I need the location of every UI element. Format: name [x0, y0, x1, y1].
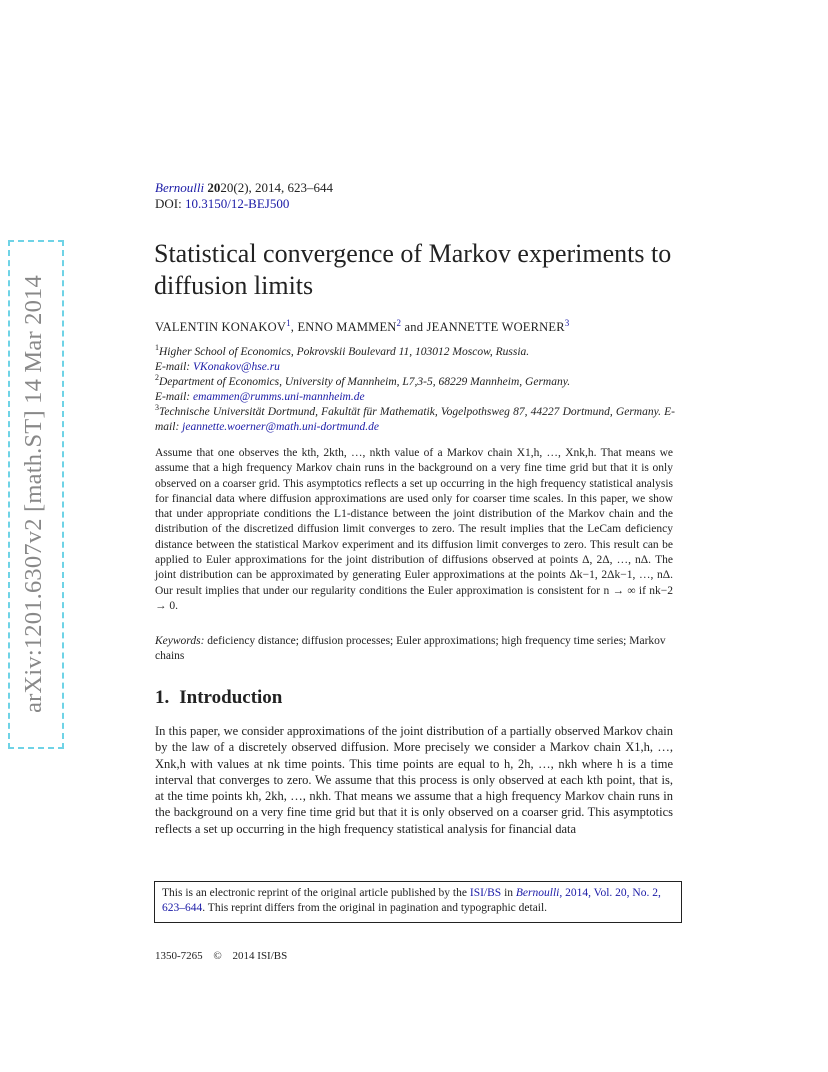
- email-link[interactable]: VKonakov@hse.ru: [193, 360, 280, 373]
- affil-text: Technische Universität Dortmund, Fakultät für Mathematik, Vogelpothsweg 87, 44227 Dortmund, Germany.: [159, 405, 661, 418]
- footer: [155, 949, 295, 963]
- section-heading: [155, 686, 282, 710]
- intro-paragraph: In this paper, we consider approximations of the joint distribution of a partially observed Markov chain by the law of a discretely observed diffusion. More precisely we consider a Markov chain X1,h, …, Xnk,h with values at nk time points. This time points are equal to h, 2h, …, nkh where h is a time interval that converges to zero. We assume that this process is only observed at each kth point, that is, at the time points kh, 2kh, …, nkh. That means we assume that a high frequency Markov chain runs in the background on a very fine time grid but that it is only observed on a coarser grid. This asymptotics reflects a set up occurring in the high frequency statistical analysis for financial data: [155, 724, 673, 836]
- author-name: ENNO MAMMEN: [297, 320, 397, 335]
- reprint-text: This is an electronic reprint of the original article published by the: [162, 887, 470, 899]
- abstract: Assume that one observes the kth, 2kth, …, nkth value of a Markov chain X1,h, …, Xnk,h. That means we assume that a high frequency Markov chain runs in the background on a very fine time grid but that it is only observed on a coarser grid. This asymptotics reflects a set up occurring in the high frequency statistical analysis for financial data where diffusion approximations are used only for coarser time scales. In this paper, we show that under appropriate conditions the L1-distance between the joint distribution of the Markov chain and the distribution of the discretized diffusion limit converges to zero. The result implies that the LeCam deficiency distance between the statistical Markov experiment and its diffusion limit converges to zero. This result can be applied to Euler approximations for the joint distribution of diffusions observed at points Δ, 2Δ, …, nΔ. The joint distribution can be approximated by generating Euler approximations at the points Δk−1, 2Δk−1, …, nΔ. Our result implies that under our regularity conditions the Euler approximation is consistent for n → ∞ if nk−2 → 0.: [155, 447, 673, 612]
- author-sep: ,: [290, 320, 298, 335]
- issn: 1350-7265: [155, 950, 203, 962]
- journal-link[interactable]: Bernoulli,: [515, 887, 563, 899]
- author-name: JEANNETTE WOERNER: [426, 320, 565, 335]
- affil-mark: 2: [155, 373, 159, 382]
- journal-citation: [155, 180, 333, 196]
- copyright-holder: 2014 ISI/BS: [232, 950, 288, 962]
- reprint-notice: [154, 881, 682, 923]
- doi-label: DOI:: [155, 196, 182, 211]
- author-list: [155, 315, 569, 335]
- author-name: VALENTIN KONAKOV: [155, 320, 287, 335]
- doi-line: [155, 196, 289, 212]
- author-affil-mark[interactable]: 2: [396, 318, 402, 328]
- citation-link[interactable]: 2014, Vol. 20, No. 2, 623–644: [162, 887, 661, 914]
- email-link[interactable]: jeannette.woerner@math.uni-dortmund.de: [182, 420, 379, 433]
- author-affil-mark[interactable]: 3: [564, 318, 570, 328]
- keywords-label: Keywords:: [155, 635, 205, 647]
- keywords: [155, 634, 673, 665]
- author-sep: and: [401, 320, 427, 335]
- keywords-text: deficiency distance; diffusion processes; Euler approximations; high frequency time series; Markov chains: [155, 635, 666, 663]
- journal-link[interactable]: Bernoulli: [155, 180, 205, 195]
- copyright-icon: ©: [213, 950, 222, 962]
- arxiv-stamp: arXiv:1201.6307v2 [math.ST] 14 Mar 2014: [20, 275, 47, 713]
- section-number: 1.: [155, 687, 170, 708]
- affil-text: Department of Economics, University of Mannheim, L7,3-5, 68229 Mannheim, Germany.: [159, 375, 571, 388]
- email-link[interactable]: emammen@rumms.uni-mannheim.de: [193, 390, 365, 403]
- journal-issue: 20(2), 2014, 623–644: [220, 180, 334, 195]
- email-label: E-mail:: [155, 390, 194, 403]
- author-affil-mark[interactable]: 1: [286, 318, 291, 328]
- affiliation-3: [155, 400, 675, 435]
- doi-link[interactable]: 10.3150/12-BEJ500: [184, 196, 290, 211]
- publisher-link[interactable]: ISI/BS: [469, 887, 502, 899]
- email-label: E-mail:: [155, 360, 194, 373]
- affil-mark: 3: [155, 403, 159, 412]
- affil-text: Higher School of Economics, Pokrovskii Boulevard 11, 103012 Moscow, Russia.: [159, 345, 530, 358]
- email-label: E-mail:: [155, 405, 675, 433]
- reprint-text: in: [501, 887, 516, 899]
- reprint-text: . This reprint differs from the original in pagination and typographic detail.: [202, 902, 548, 914]
- paper-title: Statistical convergence of Markov experiments to diffusion limits: [154, 239, 672, 300]
- section-title: Introduction: [179, 687, 283, 708]
- affil-mark: 1: [155, 343, 159, 352]
- journal-volume: 20: [207, 180, 221, 195]
